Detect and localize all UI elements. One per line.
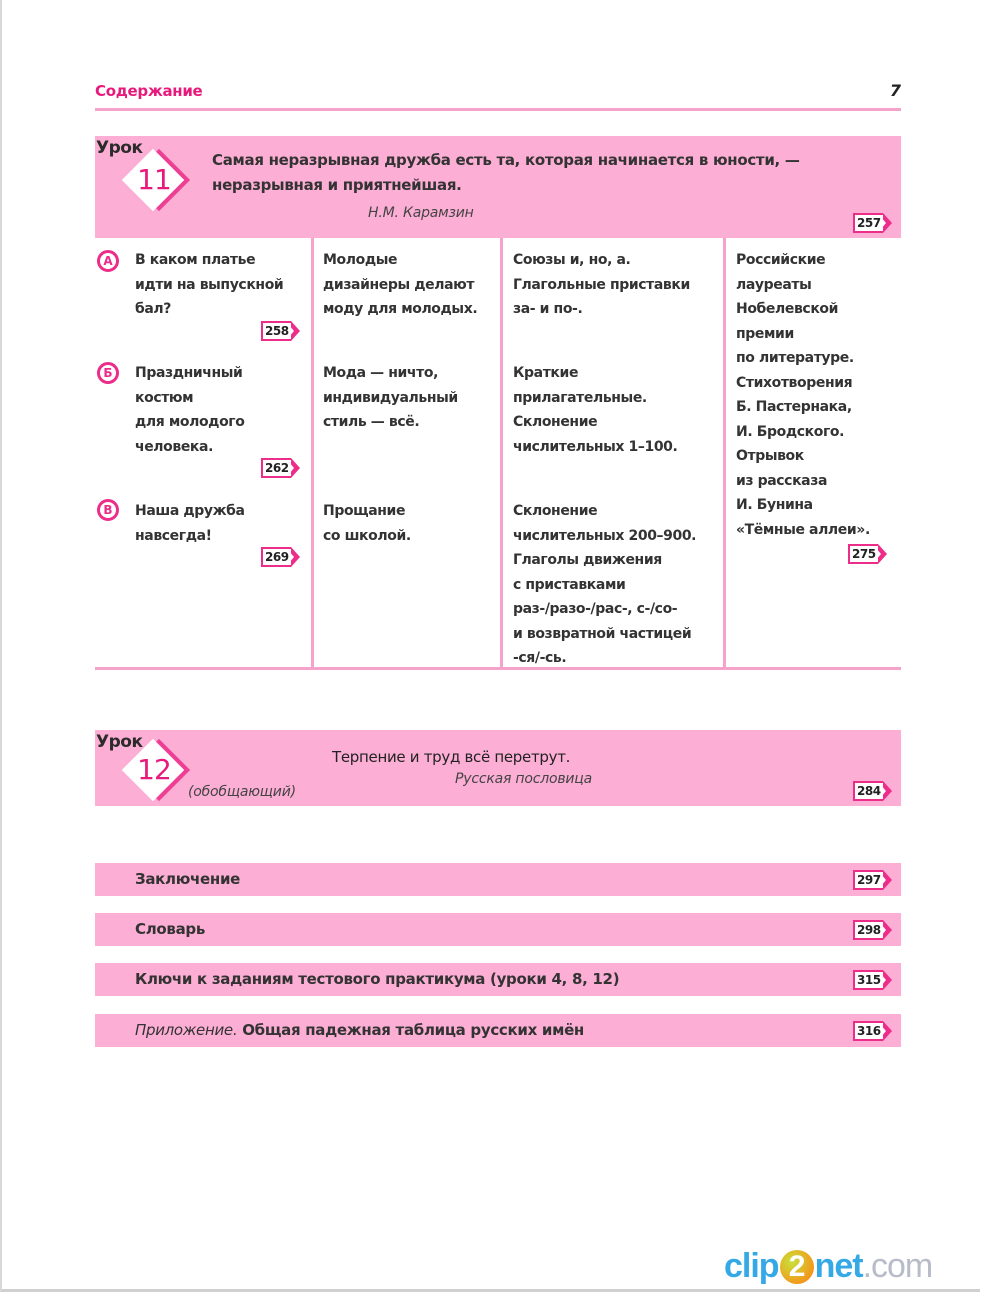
- column-divider: [500, 238, 503, 670]
- toc-entry-label: Приложение. Общая падежная таблица русских имён: [135, 1021, 585, 1039]
- toc-entry-label: Словарь: [135, 920, 206, 938]
- section-b-grammar: Краткие прилагательные. Склонение числительных 1–100.: [513, 365, 678, 455]
- toc-entry-label: Ключи к заданиям тестового практикума (уроки 4, 8, 12): [135, 970, 620, 988]
- arrow-tag-icon: [883, 1021, 892, 1041]
- page-number-tag: 316: [853, 1021, 883, 1041]
- arrow-tag-icon: [883, 781, 892, 801]
- page-number: 7: [889, 81, 901, 100]
- lesson-11-header: [95, 136, 901, 238]
- section-a-badge-icon: А: [97, 250, 119, 272]
- arrow-tag-icon: [883, 213, 892, 233]
- clip2net-watermark-logo: [724, 1247, 932, 1286]
- page-number-tag: 275: [848, 544, 878, 564]
- watermark-circle-icon: 2: [780, 1250, 814, 1284]
- lesson-11-epigraph: [212, 148, 800, 198]
- page-link-262[interactable]: [261, 458, 300, 478]
- page-number-tag: 284: [853, 781, 883, 801]
- epigraph-line: Самая неразрывная дружба есть та, которая начинается в юности, —: [212, 151, 800, 169]
- lesson-number-diamond-icon: [123, 740, 193, 810]
- literature-column: Российские лауреаты Нобелевской премии по литературе. Стихотворения Б. Пастернака, И. Бродского. Отрывок из рассказа И. Бунина «Тёмные аллеи».: [736, 252, 870, 538]
- page-number-tag: 262: [261, 458, 291, 478]
- epigraph-author: Русская пословица: [455, 771, 593, 787]
- watermark-text: net: [814, 1247, 863, 1285]
- section-v-topic: Прощание со школой.: [323, 503, 411, 544]
- lesson-number: 11: [137, 163, 171, 196]
- section-v-grammar: Склонение числительных 200–900. Глаголы движения с приставками раз-/разо-/рас-, с-/со- и возвратной частицей -ся/-сь.: [513, 503, 697, 666]
- page-number-tag: 269: [261, 547, 291, 567]
- lesson-label: Урок: [96, 138, 143, 158]
- lesson-11-contents-table: [95, 238, 901, 670]
- epigraph-line: неразрывная и приятнейшая.: [212, 176, 462, 194]
- watermark-text: .com: [862, 1247, 933, 1285]
- watermark-text: clip: [724, 1247, 779, 1285]
- arrow-tag-icon: [883, 870, 892, 890]
- page-link-257[interactable]: [853, 213, 892, 233]
- column-divider: [311, 238, 314, 670]
- running-head: [95, 80, 901, 111]
- arrow-tag-icon: [291, 547, 300, 567]
- lesson-number: 12: [137, 753, 171, 786]
- toc-entry-conclusion[interactable]: [95, 863, 901, 896]
- section-a-topic: Молодые дизайнеры делают моду для молодых.: [323, 252, 478, 317]
- lesson-12-header: [95, 730, 901, 806]
- section-b-badge-icon: Б: [97, 362, 119, 384]
- arrow-tag-icon: [291, 458, 300, 478]
- page-number-tag: 298: [853, 920, 883, 940]
- toc-entry-label: Заключение: [135, 870, 241, 888]
- column-divider: [723, 238, 726, 670]
- running-head-title: Содержание: [95, 82, 203, 100]
- lesson-number-diamond-icon: [123, 150, 193, 220]
- toc-entry-glossary[interactable]: [95, 913, 901, 946]
- lesson-12-epigraph: Терпение и труд всё перетрут.: [332, 748, 571, 766]
- arrow-tag-icon: [883, 920, 892, 940]
- page-number-tag: 257: [853, 213, 883, 233]
- page-link-316[interactable]: [853, 1021, 892, 1041]
- arrow-tag-icon: [883, 970, 892, 990]
- page-link-275[interactable]: [848, 544, 887, 564]
- page-link-297[interactable]: [853, 870, 892, 890]
- page-link-284[interactable]: [853, 781, 892, 801]
- page-number-tag: 297: [853, 870, 883, 890]
- section-b-title[interactable]: Праздничный костюм для молодого человека.: [135, 365, 245, 455]
- section-a-title[interactable]: В каком платье идти на выпускной бал?: [135, 252, 284, 317]
- page-link-269[interactable]: [261, 547, 300, 567]
- section-b-topic: Мода — ничто, индивидуальный стиль — всё.: [323, 365, 458, 430]
- section-v-badge-icon: В: [97, 499, 119, 521]
- arrow-tag-icon: [291, 321, 300, 341]
- epigraph-author: Н.М. Карамзин: [368, 205, 474, 221]
- toc-entry-answer-keys[interactable]: [95, 963, 901, 996]
- section-v-title[interactable]: Наша дружба навсегда!: [135, 503, 245, 544]
- lesson-label: Урок: [96, 732, 143, 752]
- lesson-12-subtitle: (обобщающий): [188, 784, 296, 800]
- toc-entry-appendix[interactable]: [95, 1014, 901, 1047]
- page-link-315[interactable]: [853, 970, 892, 990]
- page-link-258[interactable]: [261, 321, 300, 341]
- section-a-grammar: Союзы и, но, а. Глагольные приставки за- и по-.: [513, 252, 690, 317]
- arrow-tag-icon: [878, 544, 887, 564]
- page-number-tag: 315: [853, 970, 883, 990]
- page-number-tag: 258: [261, 321, 291, 341]
- page-link-298[interactable]: [853, 920, 892, 940]
